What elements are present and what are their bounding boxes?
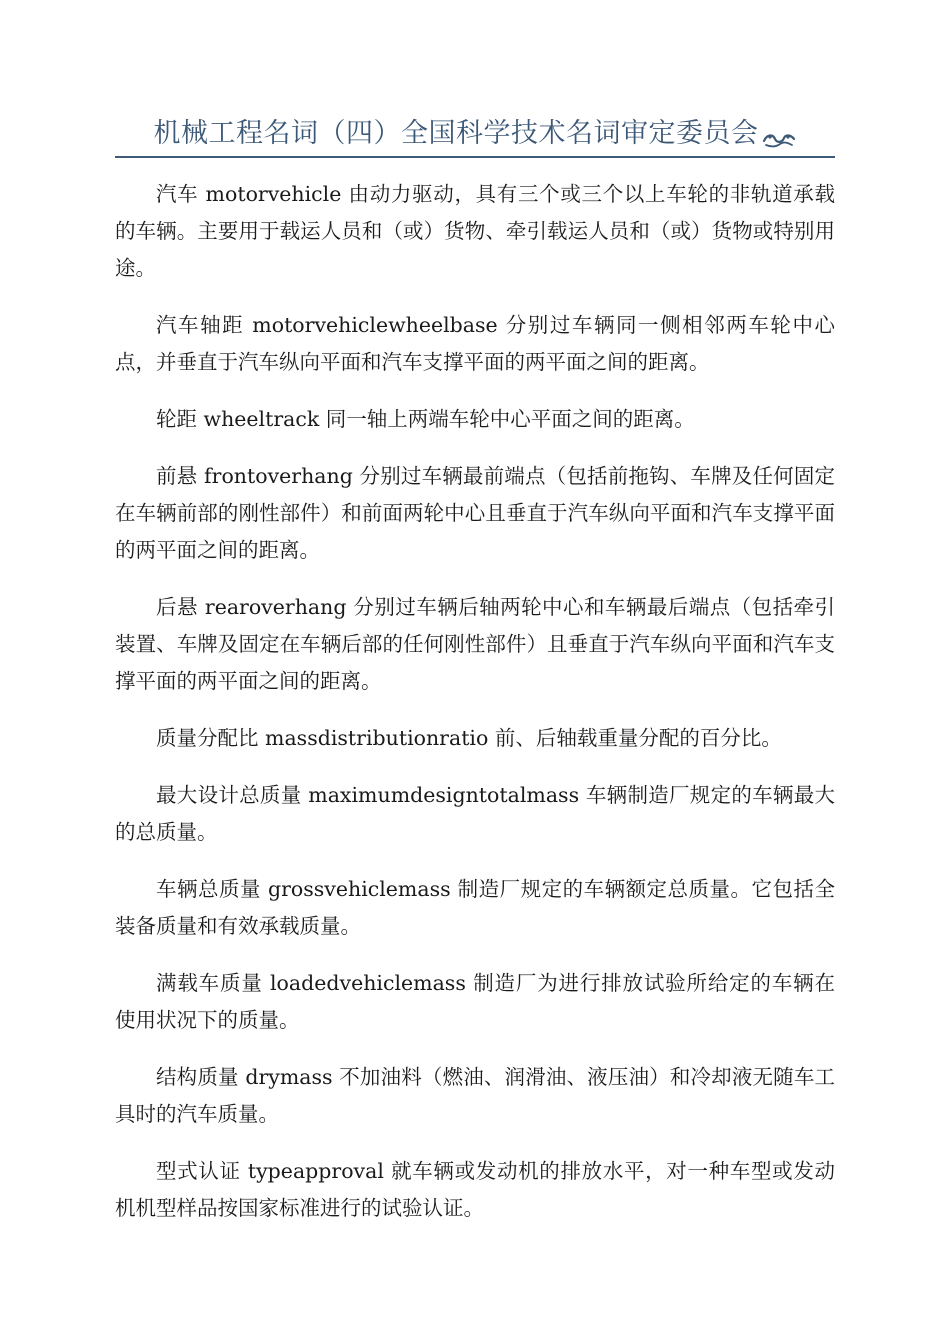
term-entry-motor-vehicle: 汽车 motorvehicle 由动力驱动，具有三个或三个以上车轮的非轨道承载的车辆。主要用于载运人员和（或）货物、牵引载运人员和（或）货物或特别用途。 (115, 182, 835, 280)
term-entry-rear-overhang: 后悬 rearoverhang 分别过车辆后轴两轮中心和车辆最后端点（包括牵引装置、车牌及固定在车辆后部的任何刚性部件）且垂直于汽车纵向平面和汽车支撑平面的两平面之间的距离。 (115, 595, 835, 693)
term-entry-gross-vehicle-mass: 车辆总质量 grossvehiclemass 制造厂规定的车辆额定总质量。它包括全装备质量和有效承载质量。 (115, 877, 835, 938)
term-entry-front-overhang: 前悬 frontoverhang 分别过车辆最前端点（包括前拖钩、车牌及任何固定在车辆前部的刚性部件）和前面两轮中心且垂直于汽车纵向平面和汽车支撑平面的两平面之间的距离。 (115, 464, 835, 562)
document-body (115, 176, 835, 1247)
page-header (115, 112, 835, 158)
dragon-ornament-icon (761, 128, 797, 150)
term-entry-type-approval: 型式认证 typeapproval 就车辆或发动机的排放水平，对一种车型或发动机机型样品按国家标准进行的试验认证。 (115, 1159, 835, 1220)
page-title: 机械工程名词（四）全国科学技术名词审定委员会 (153, 118, 759, 149)
term-entry-wheelbase: 汽车轴距 motorvehiclewheelbase 分别过车辆同一侧相邻两车轮中心点，并垂直于汽车纵向平面和汽车支撑平面的两平面之间的距离。 (115, 313, 835, 374)
term-entry-wheel-track: 轮距 wheeltrack 同一轴上两端车轮中心平面之间的距离。 (156, 407, 695, 431)
term-entry-loaded-vehicle-mass: 满载车质量 loadedvehiclemass 制造厂为进行排放试验所给定的车辆在使用状况下的质量。 (115, 971, 835, 1032)
term-entry-dry-mass: 结构质量 drymass 不加油料（燃油、润滑油、液压油）和冷却液无随车工具时的汽车质量。 (115, 1065, 835, 1126)
term-entry-max-design-total-mass: 最大设计总质量 maximumdesigntotalmass 车辆制造厂规定的车辆最大的总质量。 (115, 783, 835, 844)
term-entry-mass-distribution-ratio: 质量分配比 massdistributionratio 前、后轴载重量分配的百分比。 (156, 726, 782, 750)
